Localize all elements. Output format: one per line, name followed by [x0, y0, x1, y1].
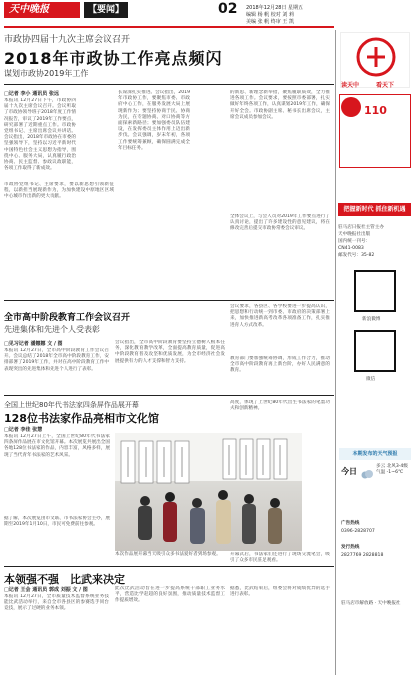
sidebar-tagline-1: 读天中 [341, 82, 360, 89]
article2-col1: 本报讯 12月27日，全市高中阶段教育工作会议召开。会议总结了2018年全市高中阶段教育工作，安排部署了2019年工作，并对在高中阶段教育工作中表现突出的先进集体和先进个人进行了表彰。 [4, 348, 109, 372]
article2-byline: □见习记者 潘娜娜 文 / 图 [4, 341, 63, 347]
ad-hotline-phone: 0396-2828707 [341, 529, 375, 534]
article3-headline: 128位书法家作品亮相市文化馆 [4, 412, 159, 425]
sidebar-divider [335, 30, 336, 675]
article3-col3: 高度，体现了上世纪80年代出生书法家的笔墨功夫和创新精神。 [230, 400, 330, 412]
address-note: 驻马店市解放路 · 天中晚报社 [341, 601, 401, 606]
article4-col3: 据悉，比武结束后，组委会将对成绩优异的选手进行表彰。 [230, 586, 330, 598]
article1-col4: 市政协党组书记、主席要求，要以新思想引领新征程，以新担当展现新作为，为加快建设中原地区区域中心城市作出新的更大贡献。 [4, 182, 114, 200]
article1-col5: 全体会议上，与会人员对2019年工作要点进行了认真讨论，提出了许多建设性的意见建议，将在修改完善后提交市政协常委会议审议。 [230, 214, 330, 232]
article1-subhead: 谋划市政协2019年工作 [4, 69, 89, 78]
subscribe-hotline-title: 发行热线 [341, 545, 360, 550]
masthead-rule [4, 26, 334, 28]
exhibition-photo [115, 433, 302, 551]
weibo-label: 新浪微博 [362, 317, 381, 322]
article2-end-rule [4, 395, 334, 396]
editors-2: 美编 张 帆 终审 王 凯 [246, 19, 294, 25]
weather-banner: 本期发布的天气预报 [339, 448, 411, 460]
article4-headline: 本领强不强 比武来决定 [4, 573, 125, 586]
page-number: 02 [218, 1, 238, 17]
article2-col3: 会议要求，各县区、各学校要进一步提高认识，把思想和行动统一到市委、市政府的决策部署上来，加快推进新高考改革各项准备工作，扎实推进育人方式改革。 [230, 304, 330, 328]
article3-col4: 开幕式后，书法家们还进行了现场交流笔会，吸引了众多市民驻足观看。 [230, 552, 330, 564]
article1-rule [4, 84, 334, 85]
article3-byline: □记者 李佳 张慧 [4, 427, 43, 433]
exhibition-scene [115, 433, 302, 551]
article2-subhead: 先进集体和先进个人受表彰 [4, 325, 100, 334]
article2-col2: 会议指出，全市高中阶段教育要坚持立德树人根本任务，深化教育教学改革，全面提高教育质量，促进高中阶段教育普及攻坚和优质发展，为全市经济社会发展提供有力的人才支撑和智力支持。 [115, 340, 225, 364]
article4-byline: □记者 王会 通讯员 郭成 刘振 文 / 图 [4, 587, 88, 593]
paper-logo: 天中晚报 [4, 2, 80, 18]
issue-date: 2018年12月28日 星期五 [246, 5, 304, 11]
ad-badge-icon [341, 97, 361, 117]
photo-caption: 本次作品展开幕当天吸引众多书法爱好者到场参观。 [115, 552, 221, 557]
ad-hotline-title: 广告热线 [341, 521, 360, 526]
article1-col1: 本报讯 12月27日下午，市政协四届十九次主席会议召开。会议听取了市政协领导班子2018年度工作情况报告，审议了2019年工作要点，研究部署了近期重点工作。市政协党组书记、主席出席会议并讲话。会议指出，2018年市政协在市委的坚强领导下，坚持以习近平新时代中国特色社会主义思想为指导，围绕中心、服务大局，认真履行政治协商、民主监督、参政议政职能，各项工作取得了新成效。 [4, 98, 76, 172]
article1-end-rule [4, 300, 334, 301]
weather-today: 今日 [341, 467, 357, 476]
article1-headline: 2018年市政协工作亮点频闪 [4, 49, 223, 68]
weibo-qr-icon[interactable] [354, 270, 396, 312]
subscribe-hotline-phone: 2827769 2828818 [341, 553, 384, 558]
section-label: 【要闻】 [84, 2, 128, 18]
wechat-qr-icon[interactable] [354, 330, 396, 372]
section-name: 要闻 [96, 5, 115, 15]
article3-col1: 本报讯 12月27日上午，全国上世纪80年代书法家四条屏作品展在市文化馆开幕。本次展览共展出全国各地128位书法家的作品，内容丰富，风格多样，展现了当代青年书法家的艺术风采。 [4, 434, 110, 458]
cloud-icon [360, 466, 374, 480]
wechat-label: 微信 [366, 377, 376, 382]
article4-col1: 本报讯 12月27日，全市质量技术监督系统业务技能比武活动举行，来自全市各县区的参赛选手同台竞技，展示了过硬的业务本领。 [4, 594, 109, 612]
article2-col4: 教育部门要加强统筹协调，形成工作合力，推动全市高中阶段教育再上新台阶，办好人民满意的教育。 [230, 356, 330, 374]
article3-col2: 据了解，本次展览由市文联、市书法家协会主办，展期至2019年1月10日，市民可免费前往参观。 [4, 516, 110, 528]
article4-col2: 此次比武活动旨在进一步提高系统干部职工业务水平，营造比学赶超的良好氛围，推动质量技术监督工作提质增效。 [115, 586, 225, 604]
ad-number: 110 [364, 104, 387, 117]
article1-kicker: 市政协四届十九次主席会议召开 [4, 35, 131, 45]
article3-kicker: 全国上世纪80年代书法家四条屏作品展开幕 [4, 401, 139, 409]
editors: 编辑 杨 帆 校对 刘 莉 [246, 12, 294, 18]
weather-forecast: 多云 北风3-4级 气温 -1~6℃ [376, 464, 408, 475]
sidebar-masthead-block: 驻马店日报社主管主办 天中晚报社出版 国内统一刊号： CN41-0083 邮发代号：35-82 [338, 225, 384, 258]
article2-kicker: 全市高中阶段教育工作会议召开 [4, 313, 131, 323]
article1-col2: 长谋深扎实推进。会议指出，2019年市政协工作，要聚焦市委、市政府中心工作，在服务发展大局上展现新作为；要坚持协商于民、协商为民，在专题协商、对口协商等方面探索新路径；要加强委员队伍建设，在发挥委员主体作用上迈出新步伐。会议强调，岁末年初，各项工作要统筹兼顾，确保圆满完成全年目标任务。 [118, 90, 190, 151]
article3-end-rule [4, 566, 334, 567]
sidebar-tagline-2: 看天下 [376, 82, 395, 89]
article1-col3: 的新思、新理念新举措，聚焦履职质效，全力推进各项工作。会议要求，要按照市委部署，扎实做好年终各项工作，认真谋划2019年工作，确保开好全会。市政协副主席、秘书长出席会议，主席会议成员参加会议。 [230, 90, 330, 120]
sidebar-slogan: 把握新时代 抓住新机遇 [338, 203, 411, 216]
article1-byline: □记者 李小 通讯员 张远 [4, 91, 59, 97]
